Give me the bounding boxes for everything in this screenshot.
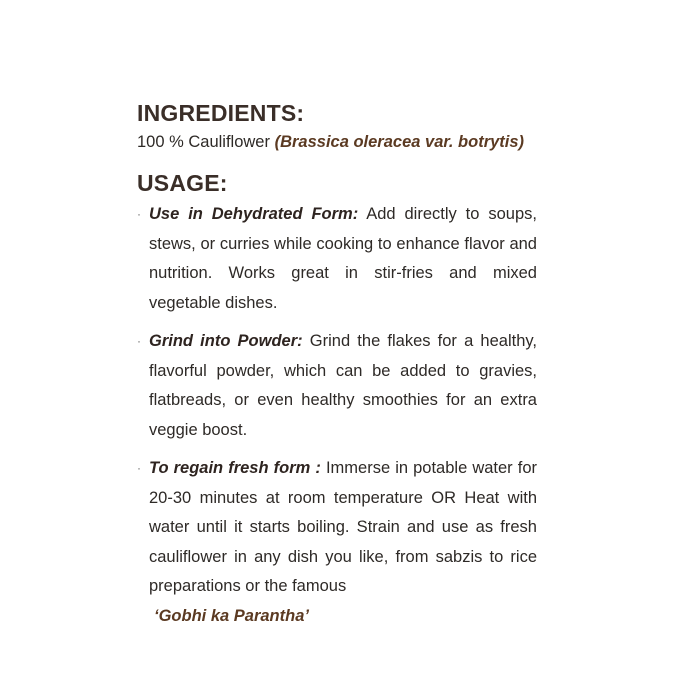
scientific-name: (Brassica oleracea var. botrytis) (274, 133, 525, 151)
usage-item-dehydrated (137, 200, 537, 318)
ingredient-name: 100 % Cauliflower (137, 133, 275, 151)
usage-item-text: Grind the flakes for a healthy, flavorful powder, which can be added to gravies, flatbreads, or even healthy smoothies for an extra veggie boost. (149, 332, 537, 439)
dish-name: ‘Gobhi ka Parantha’ (154, 606, 309, 625)
usage-item-fresh-form (137, 454, 537, 631)
ingredients-heading: INGREDIENTS: (137, 100, 305, 126)
usage-list (137, 200, 537, 631)
usage-item-powder (137, 327, 537, 445)
ingredients-text (137, 130, 537, 154)
bullet-icon: · (137, 334, 141, 348)
usage-item-text: Add directly to soups, stews, or curries while cooking to enhance flavor and nutrition. Works great in stir-fries and mixed vegetable dishes. (149, 205, 537, 312)
usage-item-lead: Use in Dehydrated Form: (149, 205, 359, 223)
bullet-icon: · (137, 461, 141, 475)
bullet-icon: · (137, 207, 141, 221)
usage-heading: USAGE: (137, 170, 228, 196)
product-info (137, 98, 537, 640)
usage-item-lead: Grind into Powder: (149, 332, 303, 350)
usage-item-text: Immerse in potable water for 20-30 minutes at room temperature OR Heat with water until it starts boiling. Strain and use as fresh cauliflower in any dish you like, from sabzis to rice preparations or the famous (149, 459, 537, 595)
usage-item-lead: To regain fresh form : (149, 459, 321, 477)
